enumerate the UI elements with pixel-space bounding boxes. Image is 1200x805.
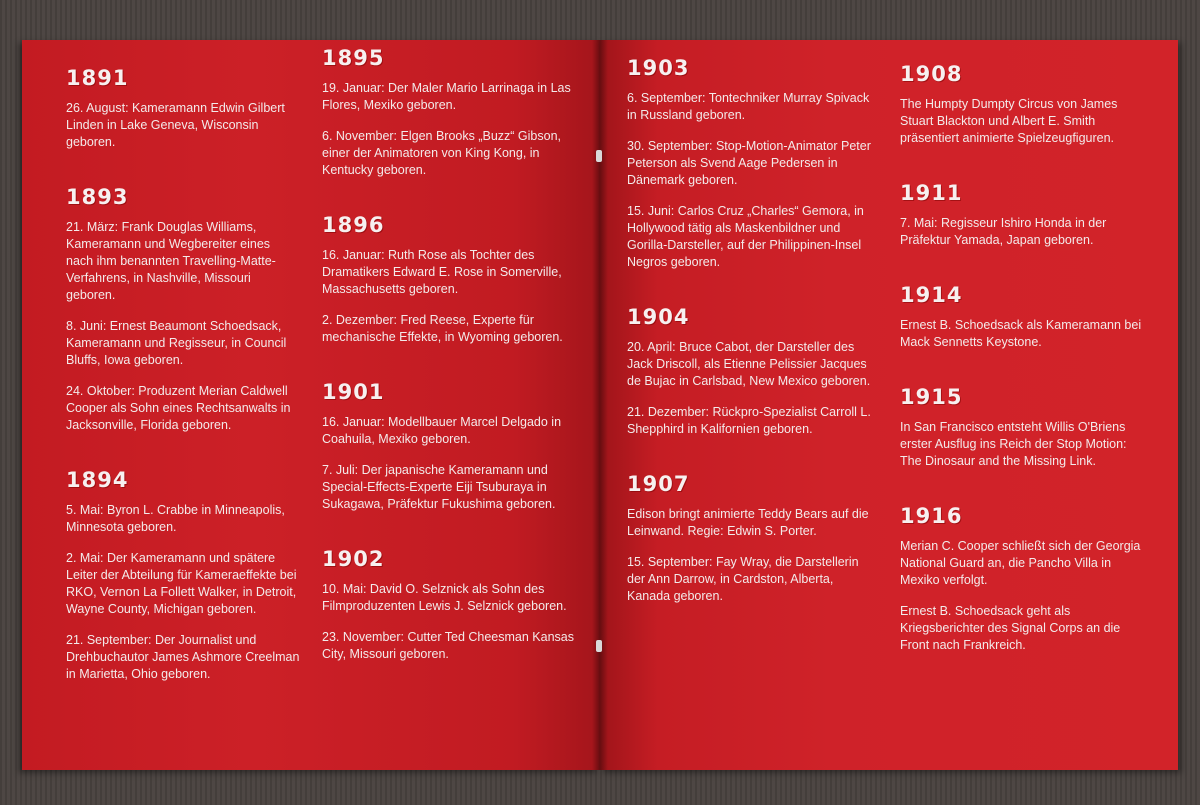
timeline-column-4 (900, 62, 1142, 688)
timeline-entry: 20. April: Bruce Cabot, der Darsteller des Jack Driscoll, als Etienne Pelissier Jacques de Bujac in Carlsbad, New Mexico geboren. (627, 340, 871, 388)
staple-bottom (596, 640, 602, 652)
year-heading: 1903 (627, 56, 690, 80)
timeline-entry: 6. September: Tontechniker Murray Spivack in Russland geboren. (627, 91, 870, 122)
timeline-entry: 15. September: Fay Wray, die Darstellerin der Ann Darrow, in Cardston, Alberta, Kanada geboren. (627, 555, 859, 603)
timeline-column-1 (66, 66, 300, 717)
timeline-entry: 16. Januar: Ruth Rose als Tochter des Dramatikers Edward E. Rose in Somerville, Massachusetts geboren. (322, 248, 562, 296)
year-heading: 1893 (66, 185, 129, 209)
timeline-column-3 (627, 56, 879, 639)
timeline-column-2 (322, 46, 576, 697)
year-heading: 1914 (900, 283, 963, 307)
timeline-entry: 7. Juli: Der japanische Kameramann und Special-Effects-Experte Eiji Tsuburaya in Sukagawa, Präfektur Fukushima geboren. (322, 463, 556, 511)
year-block (627, 305, 879, 438)
year-block (66, 468, 300, 683)
year-block (322, 547, 576, 663)
year-block (900, 62, 1142, 147)
timeline-entry: 8. Juni: Ernest Beaumont Schoedsack, Kameramann und Regisseur, in Council Bluffs, Iowa geboren. (66, 319, 287, 367)
year-heading: 1901 (322, 380, 385, 404)
timeline-entry: 6. November: Elgen Brooks „Buzz“ Gibson, einer der Animatoren von King Kong, in Kentucky geboren. (322, 129, 561, 177)
timeline-entry: 23. November: Cutter Ted Cheesman Kansas City, Missouri geboren. (322, 630, 574, 661)
year-heading: 1902 (322, 547, 385, 571)
staple-top (596, 150, 602, 162)
year-heading: 1907 (627, 472, 690, 496)
year-block (900, 181, 1142, 249)
timeline-entry: Ernest B. Schoedsack als Kameramann bei Mack Sennetts Keystone. (900, 318, 1142, 349)
timeline-entry: 19. Januar: Der Maler Mario Larrinaga in Las Flores, Mexiko geboren. (322, 81, 571, 112)
year-block (627, 56, 879, 271)
year-block (322, 380, 576, 513)
timeline-entry: 21. März: Frank Douglas Williams, Kameramann und Wegbereiter eines nach ihm benannten Travelling-Matte-Verfahrens, in Nashville, Missouri geboren. (66, 220, 276, 302)
year-heading: 1896 (322, 213, 385, 237)
year-block (66, 185, 300, 434)
year-heading: 1895 (322, 46, 385, 70)
timeline-entry: 24. Oktober: Produzent Merian Caldwell Cooper als Sohn eines Rechtsanwalts in Jacksonville, Florida geboren. (66, 384, 291, 432)
year-heading: 1911 (900, 181, 963, 205)
year-heading: 1916 (900, 504, 963, 528)
year-block (322, 213, 576, 346)
year-block (900, 504, 1142, 654)
year-block (900, 385, 1142, 470)
timeline-entry: 21. Dezember: Rückpro-Spezialist Carroll L. Shepphird in Kalifornien geboren. (627, 405, 871, 436)
year-heading: 1915 (900, 385, 963, 409)
year-block (66, 66, 300, 151)
timeline-entry: 15. Juni: Carlos Cruz „Charles“ Gemora, in Hollywood tätig als Maskenbildner und Gorilla-Darsteller, auf der Philippinen-Insel Negros geboren. (627, 204, 864, 269)
timeline-entry: In San Francisco entsteht Willis O'Briens erster Ausflug ins Reich der Stop Motion: The Dinosaur and the Missing Link. (900, 420, 1127, 468)
year-heading: 1891 (66, 66, 129, 90)
timeline-entry: 7. Mai: Regisseur Ishiro Honda in der Präfektur Yamada, Japan geboren. (900, 216, 1107, 247)
timeline-entry: 16. Januar: Modellbauer Marcel Delgado in Coahuila, Mexiko geboren. (322, 415, 562, 446)
year-heading: 1908 (900, 62, 963, 86)
timeline-entry: Edison bringt animierte Teddy Bears auf die Leinwand. Regie: Edwin S. Porter. (627, 507, 869, 538)
timeline-entry: 10. Mai: David O. Selznick als Sohn des Filmproduzenten Lewis J. Selznick geboren. (322, 582, 567, 613)
timeline-entry: 2. Dezember: Fred Reese, Experte für mechanische Effekte, in Wyoming geboren. (322, 313, 563, 344)
timeline-entry: 2. Mai: Der Kameramann und spätere Leiter der Abteilung für Kameraeffekte bei RKO, Vernon La Follett Walker, in Detroit, Wayne County, Michigan geboren. (66, 551, 297, 616)
timeline-entry: Ernest B. Schoedsack geht als Kriegsberichter des Signal Corps an die Front nach Frankreich. (900, 604, 1121, 652)
timeline-entry: The Humpty Dumpty Circus von James Stuart Blackton und Albert E. Smith präsentiert animierte Spielzeugfiguren. (900, 97, 1118, 145)
year-block (627, 472, 879, 605)
timeline-entry: 26. August: Kameramann Edwin Gilbert Linden in Lake Geneva, Wisconsin geboren. (66, 101, 285, 149)
timeline-entry: 30. September: Stop-Motion-Animator Peter Peterson als Svend Aage Pedersen in Dänemark geboren. (627, 139, 871, 187)
timeline-entry: 5. Mai: Byron L. Crabbe in Minneapolis, Minnesota geboren. (66, 503, 285, 534)
timeline-entry: Merian C. Cooper schließt sich der Georgia National Guard an, die Pancho Villa in Mexiko verfolgt. (900, 539, 1141, 587)
timeline-entry: 21. September: Der Journalist und Drehbuchautor James Ashmore Creelman in Marietta, Ohio geboren. (66, 633, 300, 681)
year-heading: 1904 (627, 305, 690, 329)
year-heading: 1894 (66, 468, 129, 492)
year-block (900, 283, 1142, 351)
year-block (322, 46, 576, 179)
